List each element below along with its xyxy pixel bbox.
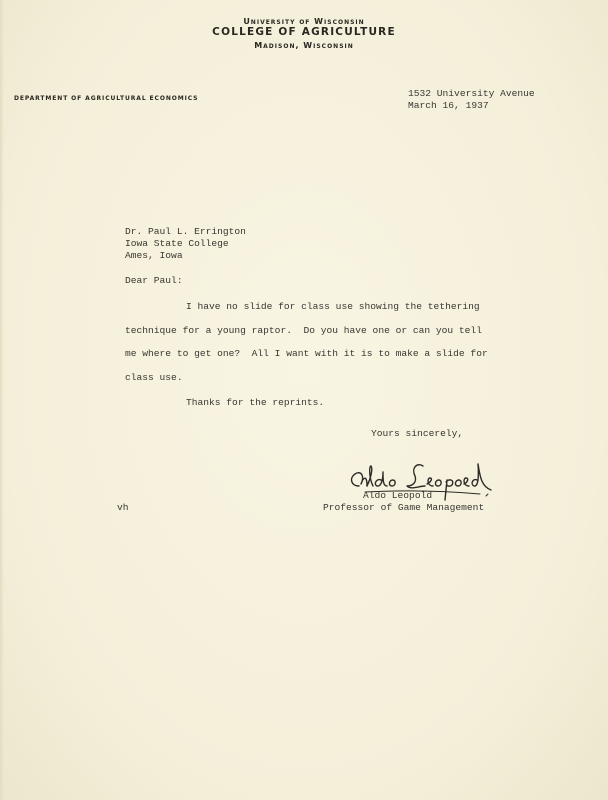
sender-street: 1532 University Avenue <box>408 88 535 99</box>
typist-initials: vh <box>117 502 129 513</box>
signer-name: Aldo Leopold <box>363 490 433 501</box>
letterhead-university: University of Wisconsin <box>243 17 365 26</box>
body-line: technique for a young raptor. Do you have one or can you tell <box>125 325 482 336</box>
body-line: I have no slide for class use showing the tethering <box>186 301 480 312</box>
body-line: me where to get one? All I want with it is to make a slide for <box>125 348 488 359</box>
letter-date: March 16, 1937 <box>408 100 489 111</box>
body-line: class use. <box>125 372 183 383</box>
recipient-institution: Iowa State College <box>125 238 229 249</box>
recipient-name: Dr. Paul L. Errington <box>125 226 246 237</box>
letterhead-college: COLLEGE OF AGRICULTURE <box>212 26 396 38</box>
body-line: Thanks for the reprints. <box>186 397 325 408</box>
letterhead-department: DEPARTMENT OF AGRICULTURAL ECONOMICS <box>14 95 199 102</box>
signer-title: Professor of Game Management <box>323 502 485 513</box>
letterhead-location: Madison, Wisconsin <box>254 41 354 50</box>
salutation: Dear Paul: <box>125 275 183 286</box>
recipient-city: Ames, Iowa <box>125 250 183 261</box>
closing: Yours sincerely, <box>371 428 464 439</box>
